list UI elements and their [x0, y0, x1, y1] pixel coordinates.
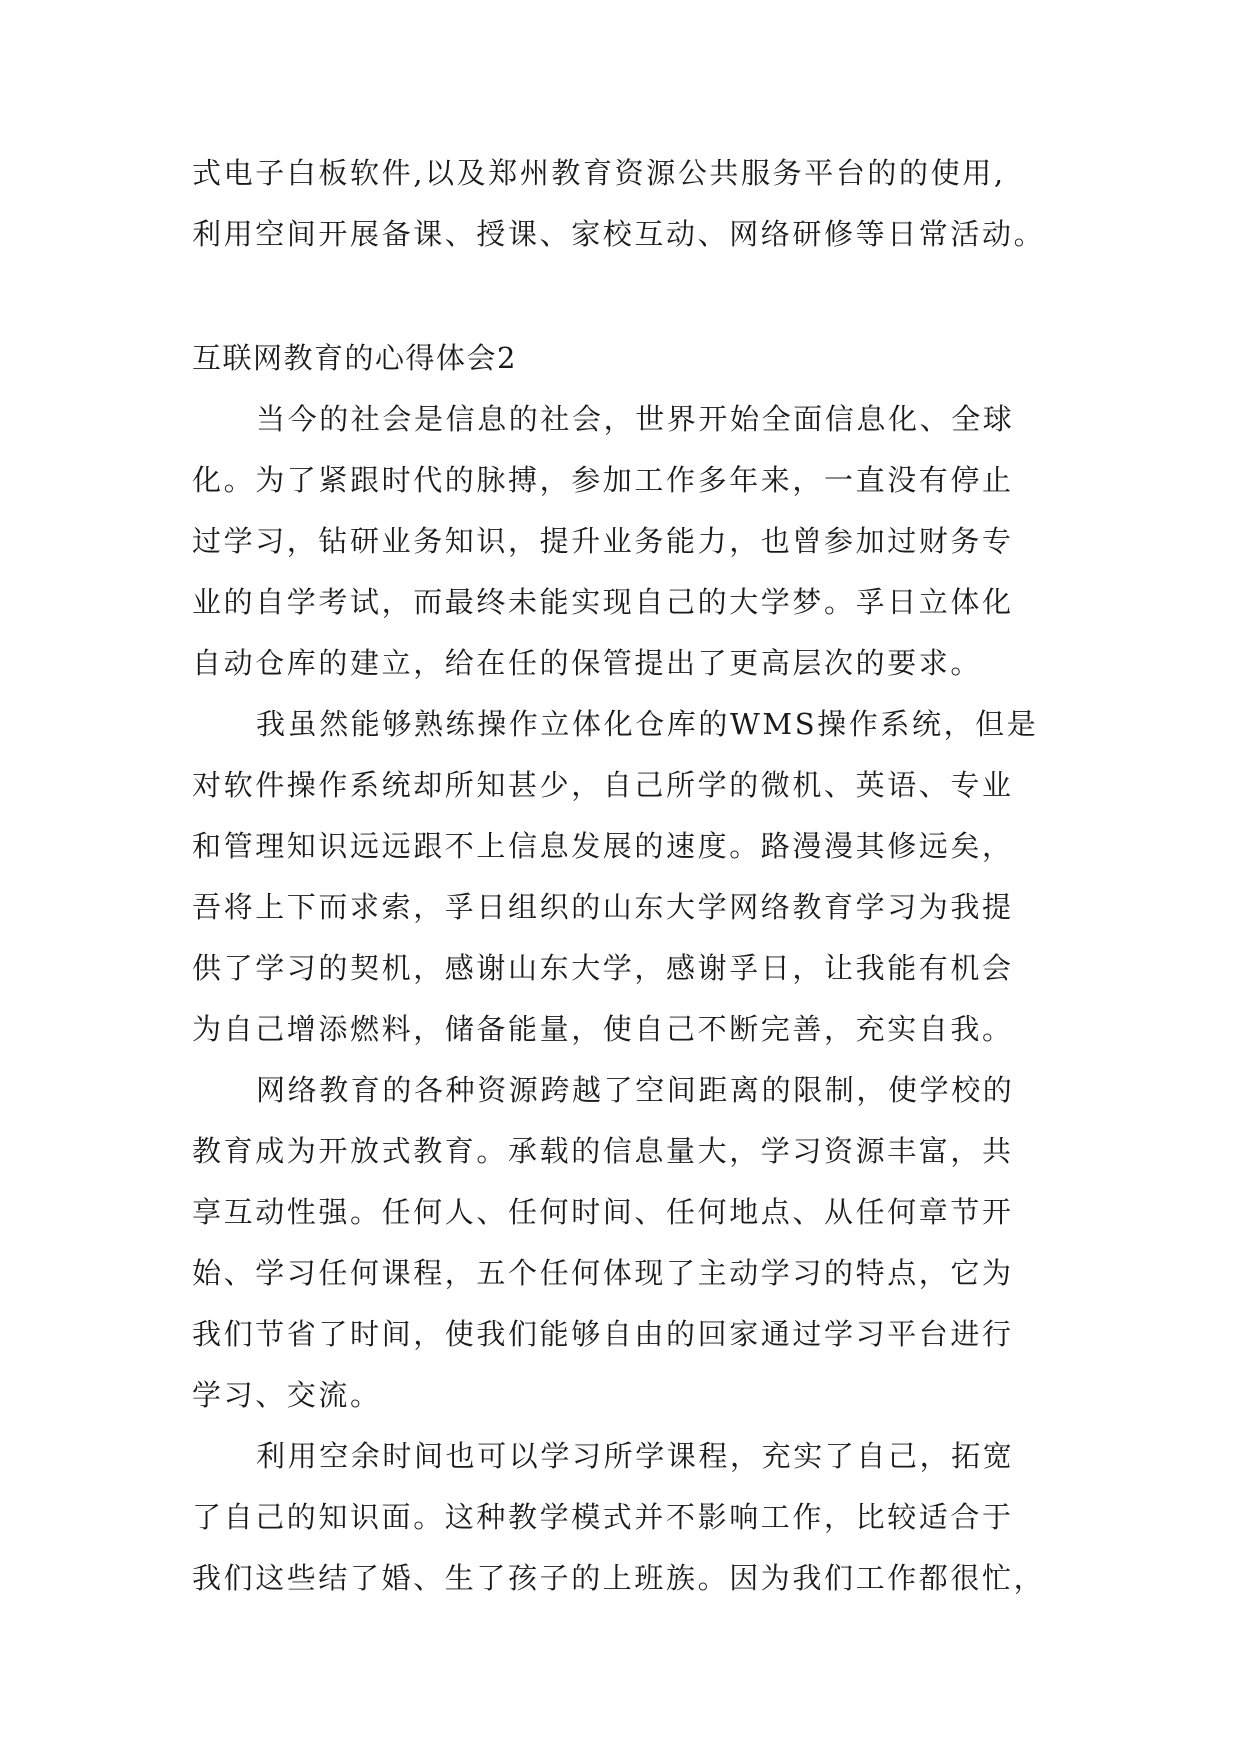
paragraph-line: 利用空余时间也可以学习所学课程，充实了自己，拓宽: [256, 1439, 1015, 1473]
paragraph-line: 始、学习任何课程，五个任何体现了主动学习的特点，它为: [192, 1256, 1014, 1290]
intro-line: 利用空间开展备课、授课、家校互动、网络研修等日常活动。: [192, 217, 1046, 251]
paragraph-line: 教育成为开放式教育。承载的信息量大，学习资源丰富，共: [192, 1134, 1014, 1168]
intro-line: 式电子白板软件,以及郑州教育资源公共服务平台的的使用,: [192, 156, 1006, 190]
paragraph-line: 为自己增添燃料，储备能量，使自己不断完善，充实自我。: [192, 1012, 1014, 1046]
paragraph-line: 网络教育的各种资源跨越了空间距离的限制，使学校的: [256, 1073, 1015, 1107]
paragraph-line: 吾将上下而求索，孚日组织的山东大学网络教育学习为我提: [192, 890, 1014, 924]
paragraph-line: 过学习，钻研业务知识，提升业务能力，也曾参加过财务专: [192, 524, 1014, 558]
paragraph-line: 和管理知识远远跟不上信息发展的速度。路漫漫其修远矣，: [192, 829, 1014, 863]
paragraph-line: 化。为了紧跟时代的脉搏，参加工作多年来，一直没有停止: [192, 463, 1014, 497]
paragraph-line: 对软件操作系统却所知甚少，自己所学的微机、英语、专业: [192, 768, 1014, 802]
paragraph-line: 学习、交流。: [192, 1378, 382, 1412]
paragraph-line: 了自己的知识面。这种教学模式并不影响工作，比较适合于: [192, 1500, 1014, 1534]
section-title: 互联网教育的心得体会2: [192, 341, 517, 375]
paragraph-line: 我们节省了时间，使我们能够自由的回家通过学习平台进行: [192, 1317, 1014, 1351]
paragraph-line: 享互动性强。任何人、任何时间、任何地点、从任何章节开: [192, 1195, 1014, 1229]
paragraph-line: 我们这些结了婚、生了孩子的上班族。因为我们工作都很忙，: [192, 1561, 1046, 1595]
paragraph-line: 当今的社会是信息的社会，世界开始全面信息化、全球: [256, 402, 1015, 436]
paragraph-line: 我虽然能够熟练操作立体化仓库的WMS操作系统，但是: [256, 707, 1039, 741]
paragraph-line: 自动仓库的建立，给在任的保管提出了更高层次的要求。: [192, 646, 983, 680]
paragraph-line: 业的自学考试，而最终未能实现自己的大学梦。孚日立体化: [192, 585, 1014, 619]
paragraph-line: 供了学习的契机，感谢山东大学，感谢孚日，让我能有机会: [192, 951, 1014, 985]
